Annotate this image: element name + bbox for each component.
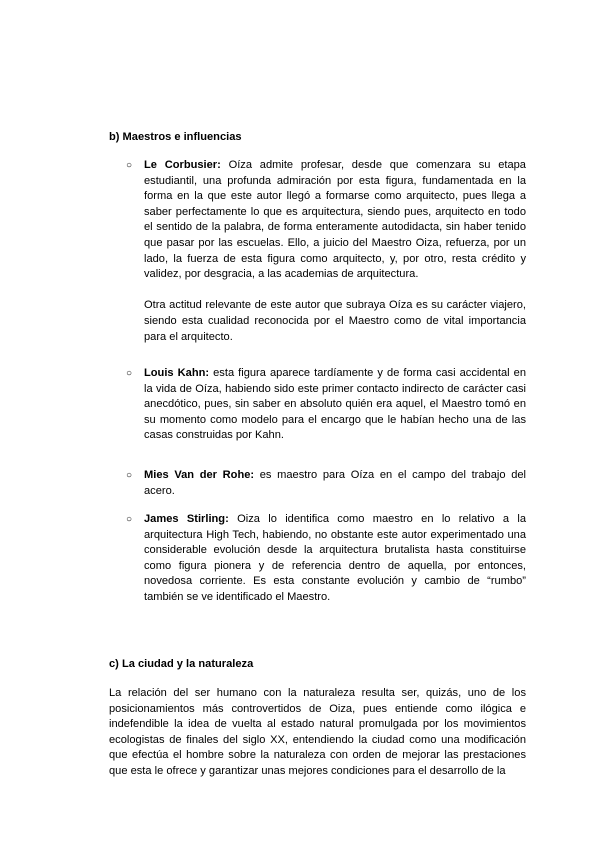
list-item-louis-kahn — [144, 366, 526, 444]
list-item-james-stirling — [144, 512, 526, 606]
bullet-marker: ○ — [126, 368, 133, 379]
item-text: esta figura aparece tardíamente y de forma casi accidental en la vida de Oíza, habiendo sido este primer contacto indirecto de carácter casi anecdótico, pues, sin saber en absoluto quién era aquel, el Maestro tomó en su momento como modelo para el encargo que le habían hecho una de las casas construidas por Kahn. — [144, 367, 526, 442]
paragraph-text: La relación del ser humano con la naturaleza resulta ser, quizás, uno de los posicionamientos más controvertidos de Oiza, pues entiende como ilógica e indefendible la idea de vuelta al estado natural promulgada por los movimientos ecologistas de finales del siglo XX, entendiendo la ciudad como una modificación que efectúa el hombre sobre la naturaleza con orden de mejorar las prestaciones que esta le ofrece y garantizar unas mejores condiciones para el desarrollo de la — [109, 687, 526, 777]
item-name: Louis Kahn: — [144, 367, 210, 379]
item-text: Oíza admite profesar, desde que comenzara su etapa estudiantil, una profunda admiración por esta figura, fundamentada en la forma en la que este autor llegó a formarse como arquitecto, pues llega a saber perfectamente lo que es arquitectura, siendo pues, arquitecto en todo el sentido de la palabra, de forma enteramente autodidacta, sin haber tenido que pasar por las escuelas. Ello, a juicio del Maestro Oiza, refuerza, por un lado, la fuerza de esta figura como arquitecto, y, por otro, resta crédito y validez, por desgracia, a las academias de arquitectura. — [144, 159, 526, 281]
item-extra-paragraph: Otra actitud relevante de este autor que subraya Oíza es su carácter viajero, siendo esta cualidad reconocida por el Maestro como de vital importancia para el arquitecto. — [144, 299, 526, 343]
list-item-le-corbusier — [144, 158, 526, 345]
section-c-paragraph — [109, 686, 526, 780]
bullet-marker: ○ — [126, 514, 133, 525]
list-item-mies-van-der-rohe — [144, 468, 526, 499]
section-b-heading: b) Maestros e influencias — [109, 131, 242, 143]
bullet-marker: ○ — [126, 160, 133, 171]
item-text: es maestro para Oíza en el campo del trabajo del acero. — [144, 469, 526, 497]
bullet-marker: ○ — [126, 470, 133, 481]
item-name: Mies Van der Rohe: — [144, 469, 255, 481]
section-c-heading: c) La ciudad y la naturaleza — [109, 658, 254, 670]
item-name: James Stirling: — [144, 513, 229, 525]
item-text: Oiza lo identifica como maestro en lo relativo a la arquitectura High Tech, habiendo, no obstante este autor experimentado una considerable evolución desde la arquitectura brutalista hasta constituirse como figura pionera y de referencia dentro de aquella, por entonces, novedosa corriente. Es esta constante evolución y cambio de “rumbo” también se ve identificado el Maestro. — [144, 513, 527, 603]
item-name: Le Corbusier: — [144, 159, 221, 171]
